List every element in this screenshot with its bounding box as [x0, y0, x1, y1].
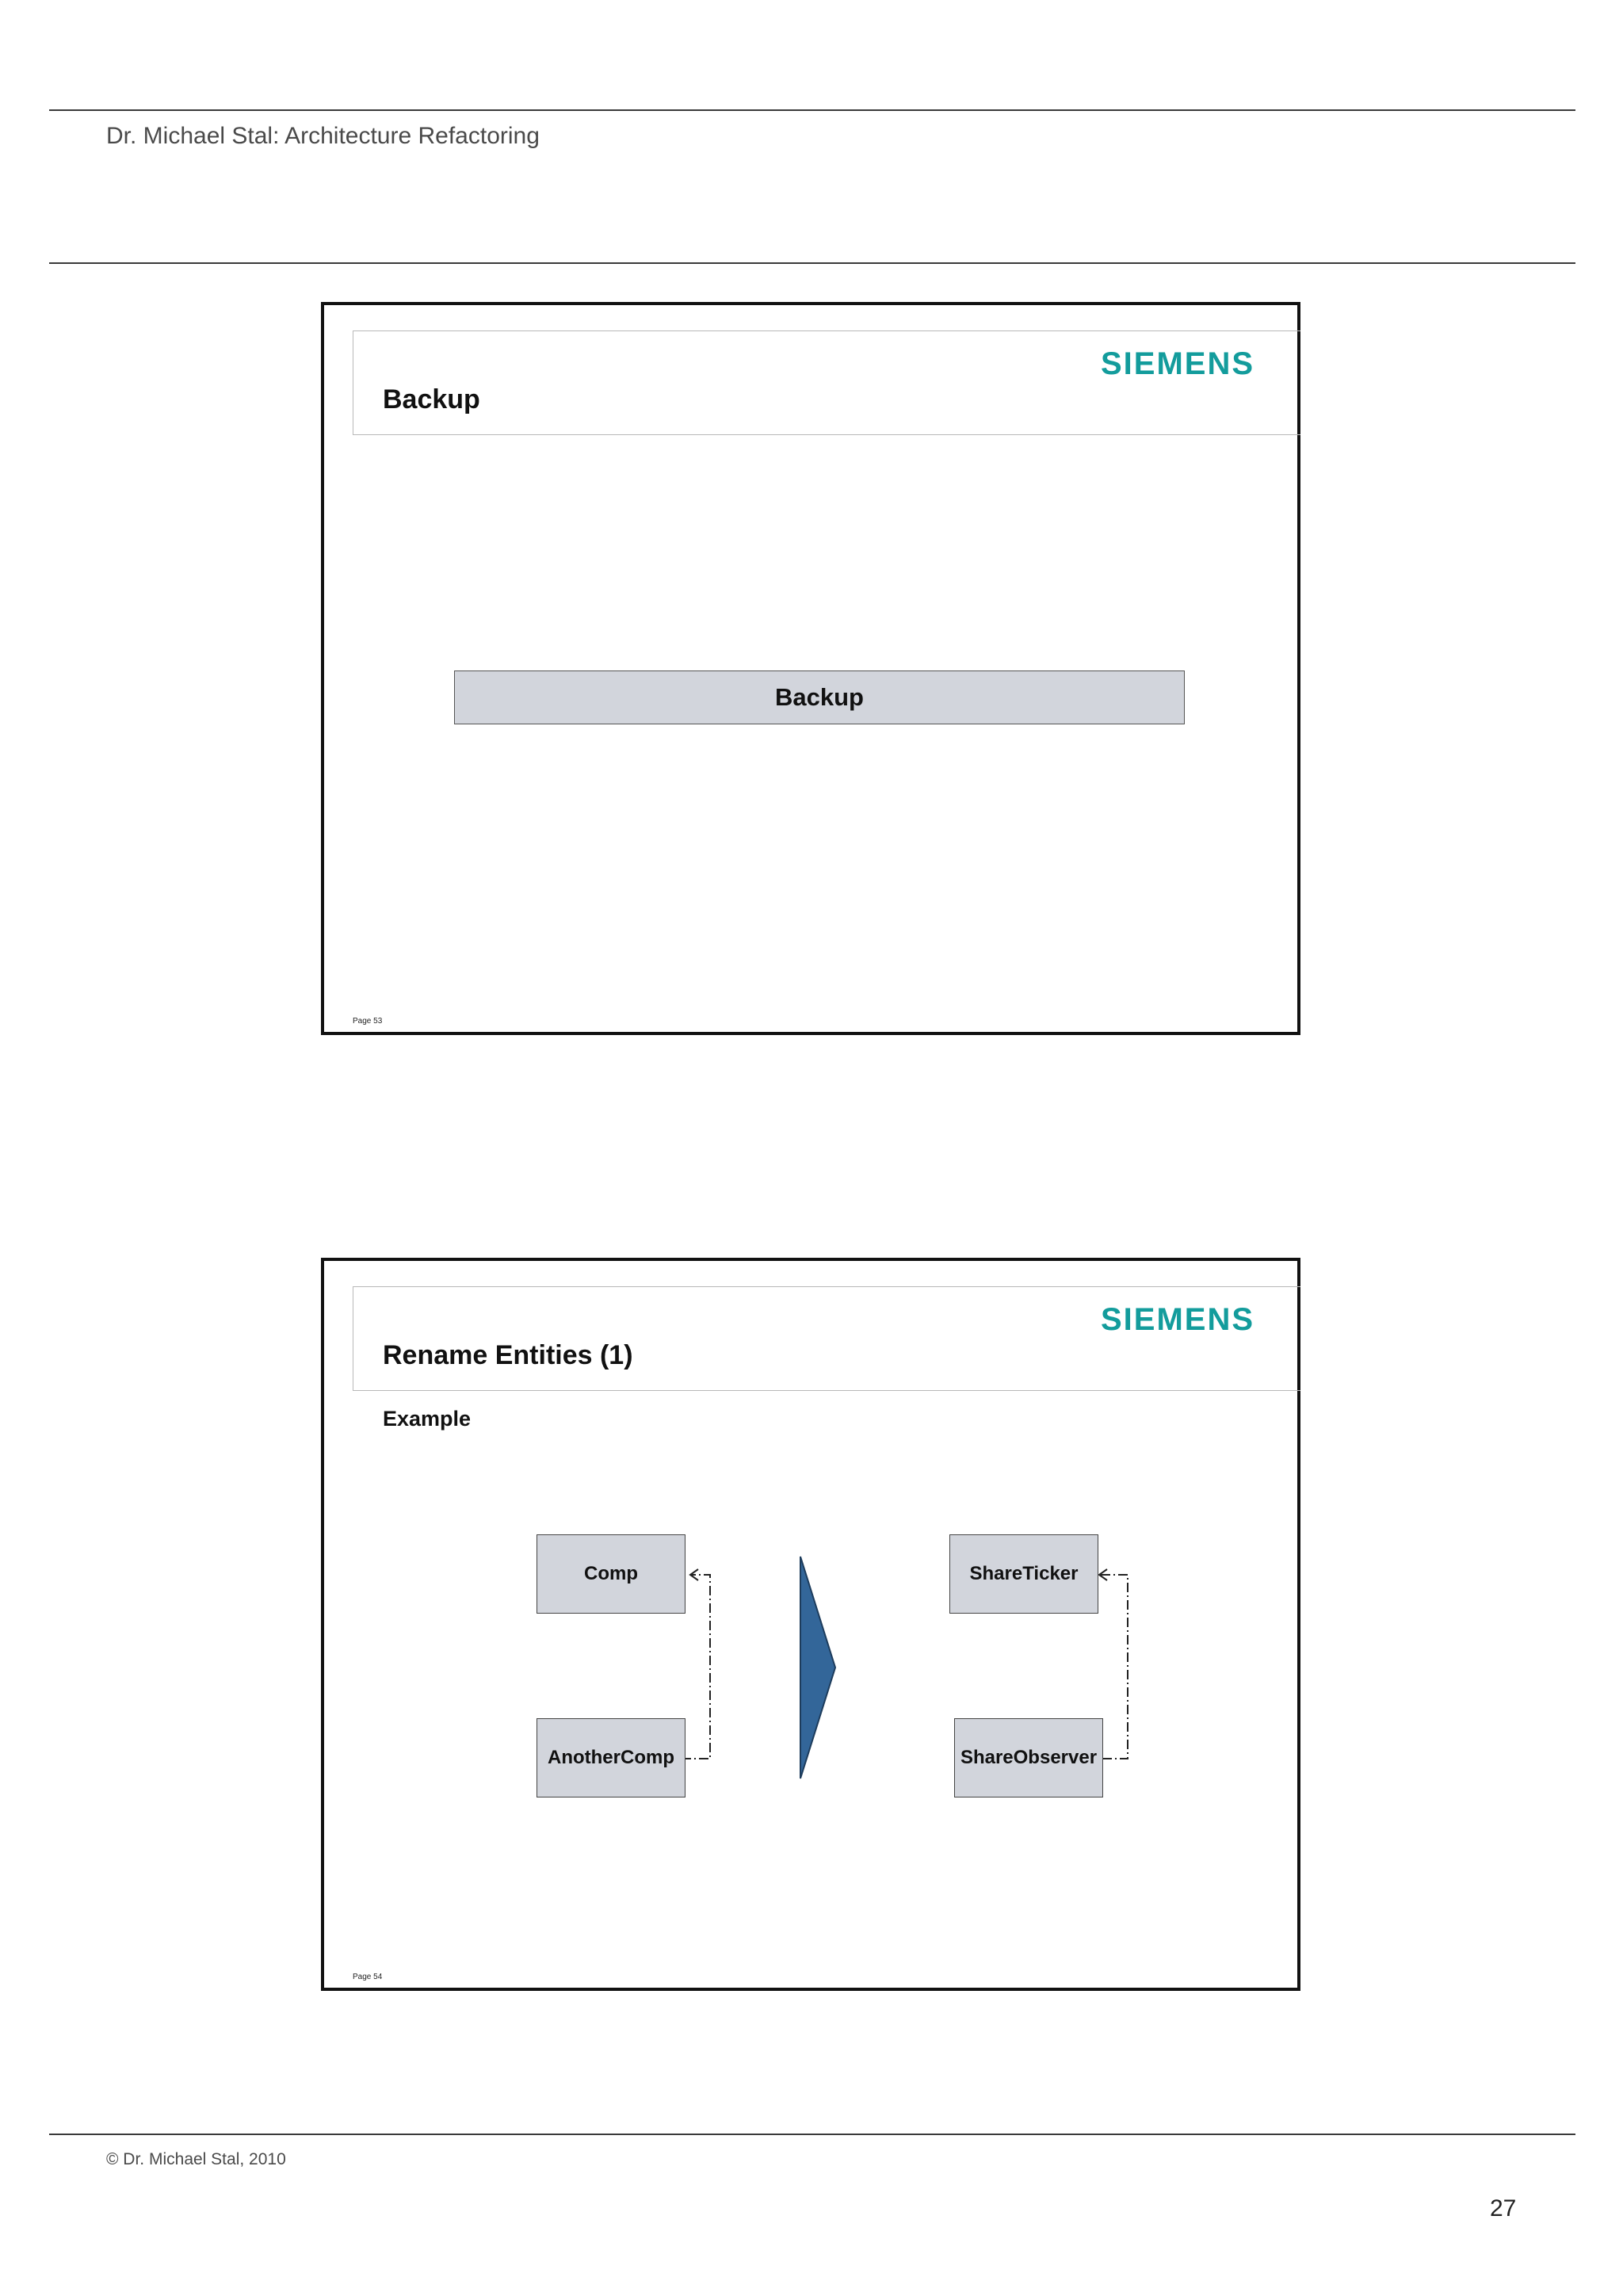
siemens-logo: SIEMENS: [1101, 1302, 1255, 1337]
dependency-connectors: [324, 1261, 1297, 1988]
component-shareobserver: ShareObserver: [954, 1718, 1103, 1797]
footer-rule: [49, 2134, 1575, 2135]
slide-page-label: Page 54: [353, 1973, 383, 1981]
dependency-line-right: [1099, 1575, 1128, 1759]
component-anothercomp: AnotherComp: [537, 1718, 685, 1797]
component-comp: Comp: [537, 1534, 685, 1614]
header-divider: [49, 262, 1575, 264]
siemens-logo: SIEMENS: [1101, 346, 1255, 381]
page-number: 27: [1490, 2195, 1517, 2222]
dependency-line-left: [682, 1575, 710, 1759]
slide-rename-entities: [321, 1258, 1300, 1991]
slide-title: Rename Entities (1): [383, 1340, 633, 1370]
slide-backup: [321, 302, 1300, 1035]
slide-title: Backup: [383, 384, 480, 415]
copyright-footer: © Dr. Michael Stal, 2010: [106, 2150, 286, 2168]
section-label-box: Backup: [454, 670, 1185, 724]
transformation-arrow: [800, 1557, 835, 1778]
component-shareticker: ShareTicker: [949, 1534, 1098, 1614]
page-header: Dr. Michael Stal: Architecture Refactoring: [106, 123, 540, 149]
slide-subtitle: Example: [383, 1407, 472, 1431]
slide-page-label: Page 53: [353, 1017, 383, 1026]
header-rule: [49, 109, 1575, 111]
